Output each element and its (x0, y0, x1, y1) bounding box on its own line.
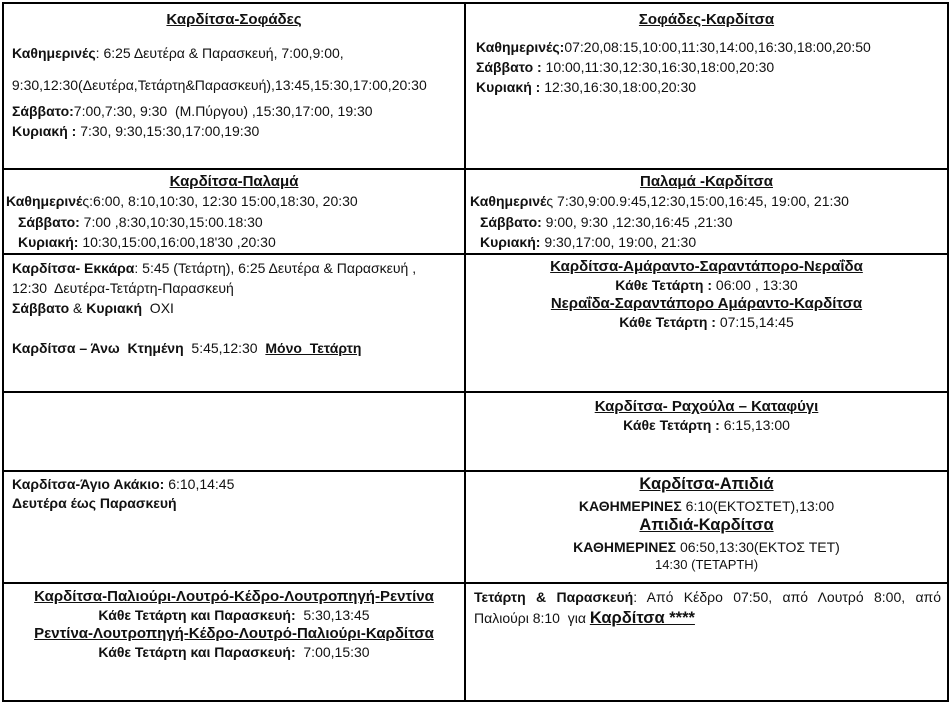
day-label: Σάββατο: (18, 214, 80, 230)
times: : Από Κέδρο 07:50, από Λουτρό 8:00, από (633, 589, 941, 605)
cell-karditsa-agio-akakio (3, 471, 465, 583)
day-label: Κάθε Τετάρτη και Παρασκευή: (98, 644, 296, 660)
schedule-line (466, 497, 947, 515)
timetable-row (3, 3, 948, 169)
schedule-line (466, 556, 947, 574)
route-title: Ρεντίνα-Λουτροπηγή-Κέδρο-Λουτρό-Παλιούρι-Καρδίτσα (34, 625, 434, 642)
times: 07:15,14:45 (715, 314, 794, 330)
cell-karditsa-palama (3, 169, 465, 254)
times: 7:00,7:30, 9:30 (Μ.Πύργου) ,15:30,17:00, 19:30 (73, 103, 373, 119)
day-label: ΚΑΘΗΜΕΡΙΝΕΣ (578, 498, 682, 514)
times: 12:30,16:30,18:00,20:30 (540, 79, 697, 95)
route-title: Καρδίτσα-Αμάραντο-Σαραντάπορο-Νεραΐδα (550, 258, 863, 275)
day-label: Κυριακή: (18, 234, 79, 250)
schedule-line (466, 213, 947, 231)
schedule-line (4, 213, 464, 231)
times: 6:15,13:00 (719, 417, 790, 433)
cell-tetarti-paraskevi-note (465, 583, 948, 701)
times: 7:30, 9:30,15:30,17:00,19:30 (76, 123, 260, 139)
day-label: Καθημερινές (12, 45, 96, 61)
cell-empty (3, 392, 465, 471)
schedule-line (4, 494, 464, 512)
schedule-line (466, 587, 947, 608)
times: 9:30,17:00, 19:00, 21:30 (540, 234, 697, 250)
day-label: Κυριακή (86, 300, 143, 316)
route-title: Νεραΐδα-Σαραντάπορο Αμάραντο-Καρδίτσα (550, 295, 863, 312)
timetable-row (3, 392, 948, 471)
day-label: Κυριακή : (12, 123, 77, 139)
schedule-line (4, 233, 464, 251)
schedule-line (4, 44, 464, 62)
timetable-row (3, 471, 948, 583)
schedule-line (466, 313, 947, 331)
schedule-line (466, 58, 947, 76)
bus-timetable (2, 2, 949, 702)
note: ΟΧΙ (142, 300, 174, 316)
route-title: Σοφάδες-Καρδίτσα (638, 11, 775, 28)
conjunction: & (69, 300, 87, 316)
schedule-line (4, 606, 464, 624)
cell-karditsa-paliouri-rentina (3, 583, 465, 701)
day-label: Κάθε Τετάρτη : (623, 417, 720, 433)
times: 10:00,11:30,12:30,16:30,18:00,20:30 (541, 59, 775, 75)
schedule-line (4, 76, 464, 94)
schedule-line (466, 78, 947, 96)
schedule-line (4, 192, 464, 210)
schedule-line (4, 259, 464, 277)
times: Παλιούρι 8:10 για (474, 610, 590, 626)
schedule-line (4, 279, 464, 297)
times: 7:00,15:30 (295, 644, 370, 660)
day-label: Τετάρτη & Παρασκευή (474, 589, 634, 605)
schedule-line (4, 122, 464, 140)
day-label: Σάββατο : (476, 59, 542, 75)
times: 10:30,15:00,16:00,18'30 ,20:30 (78, 234, 276, 250)
schedule-line (466, 416, 947, 434)
schedule-line (466, 276, 947, 294)
times: 6:10(ΕΚΤΟΣΤΕΤ),13:00 (681, 498, 835, 514)
day-label: Δευτέρα έως Παρασκευή (12, 495, 177, 511)
times: : 5:45 (Τετάρτη), 6:25 Δευτέρα & Παρασκευή , (134, 260, 417, 276)
cell-karditsa-apidia (465, 471, 948, 583)
cell-karditsa-ekkara-ano-ktimeni (3, 254, 465, 392)
times: ς 7:30,9:00.9:45,12:30,15:00,16:45, 19:00, 21:30 (546, 193, 849, 209)
route-title: Καρδίτσα- Ραχούλα – Καταφύγι (594, 398, 819, 415)
times: : 6:25 Δευτέρα & Παρασκευή, 7:00,9:00, (95, 45, 344, 61)
route-title: Καρδίτσα-Παλαμά (169, 173, 299, 190)
cell-karditsa-rachoula-katafygi (465, 392, 948, 471)
day-label: Κυριακή: (480, 234, 541, 250)
route-label: Καρδίτσα-Άγιο Ακάκιο: (12, 476, 165, 492)
times: ς:6:00, 8:10,10:30, 12:30 15:00,18:30, 20:30 (82, 193, 358, 209)
day-note: Μόνο Τετάρτη (265, 340, 362, 356)
destination-highlight: Καρδίτσα **** (589, 609, 695, 627)
schedule-line (4, 102, 464, 120)
schedule-line (466, 192, 947, 210)
day-label: Κάθε Τετάρτη : (619, 314, 716, 330)
route-title: Καρδίτσα-Παλιούρι-Λουτρό-Κέδρο-Λουτροπηγή-Ρεντίνα (34, 588, 434, 605)
day-label: Σάββατο (12, 300, 70, 316)
times: 7:00 ,8:30,10:30,15:00.18:30 (79, 214, 263, 230)
times: 6:10,14:45 (164, 476, 235, 492)
day-label: Κάθε Τετάρτη και Παρασκευή: (98, 607, 296, 623)
day-label: Σάββατο: (12, 103, 74, 119)
route-label: Καρδίτσα- Εκκάρα (12, 260, 135, 276)
cell-karditsa-sofades (3, 3, 465, 169)
schedule-line (4, 339, 464, 357)
times: 12:30 Δευτέρα-Τετάρτη-Παρασκευή (12, 280, 234, 296)
times: 5:45,12:30 (183, 340, 266, 356)
times: 06:50,13:30(ΕΚΤΟΣ ΤΕΤ) (676, 539, 840, 555)
times: 06:00 , 13:30 (712, 277, 798, 293)
route-title: Απιδιά-Καρδίτσα (639, 516, 774, 534)
times: 14:30 (ΤΕΤΑΡΤΗ) (654, 557, 759, 572)
day-label: Καθημερινέ (6, 193, 83, 209)
day-label: Κάθε Τετάρτη : (615, 277, 713, 293)
schedule-line (466, 538, 947, 556)
day-label: Σάββατο: (480, 214, 542, 230)
route-title: Καρδίτσα-Απιδιά (639, 475, 774, 493)
route-label: Καρδίτσα – Άνω Κτημένη (12, 340, 184, 356)
schedule-line (4, 475, 464, 493)
route-title: Παλαμά -Καρδίτσα (639, 173, 773, 190)
cell-sofades-karditsa (465, 3, 948, 169)
times: 5:30,13:45 (295, 607, 370, 623)
timetable-row (3, 169, 948, 254)
day-label: ΚΑΘΗΜΕΡΙΝΕΣ (573, 539, 677, 555)
times: 07:20,08:15,10:00,11:30,14:00,16:30,18:00,20:50 (564, 39, 871, 55)
schedule-line (466, 608, 947, 629)
times: 9:30,12:30(Δευτέρα,Τετάρτη&Παρασκευή),13:45,15:30,17:00,20:30 (8, 77, 427, 93)
day-label: Κυριακή : (476, 79, 541, 95)
schedule-line (4, 299, 464, 317)
timetable-row (3, 583, 948, 701)
times: 9:00, 9:30 ,12:30,16:45 ,21:30 (541, 214, 733, 230)
schedule-line (4, 643, 464, 661)
cell-palama-karditsa (465, 169, 948, 254)
schedule-line (466, 38, 947, 56)
schedule-line (466, 233, 947, 251)
day-label: Καθημερινές: (476, 39, 565, 55)
timetable-row (3, 254, 948, 392)
day-label: Καθημερινέ (470, 193, 547, 209)
cell-karditsa-amaranto-neraida (465, 254, 948, 392)
route-title: Καρδίτσα-Σοφάδες (166, 11, 302, 28)
